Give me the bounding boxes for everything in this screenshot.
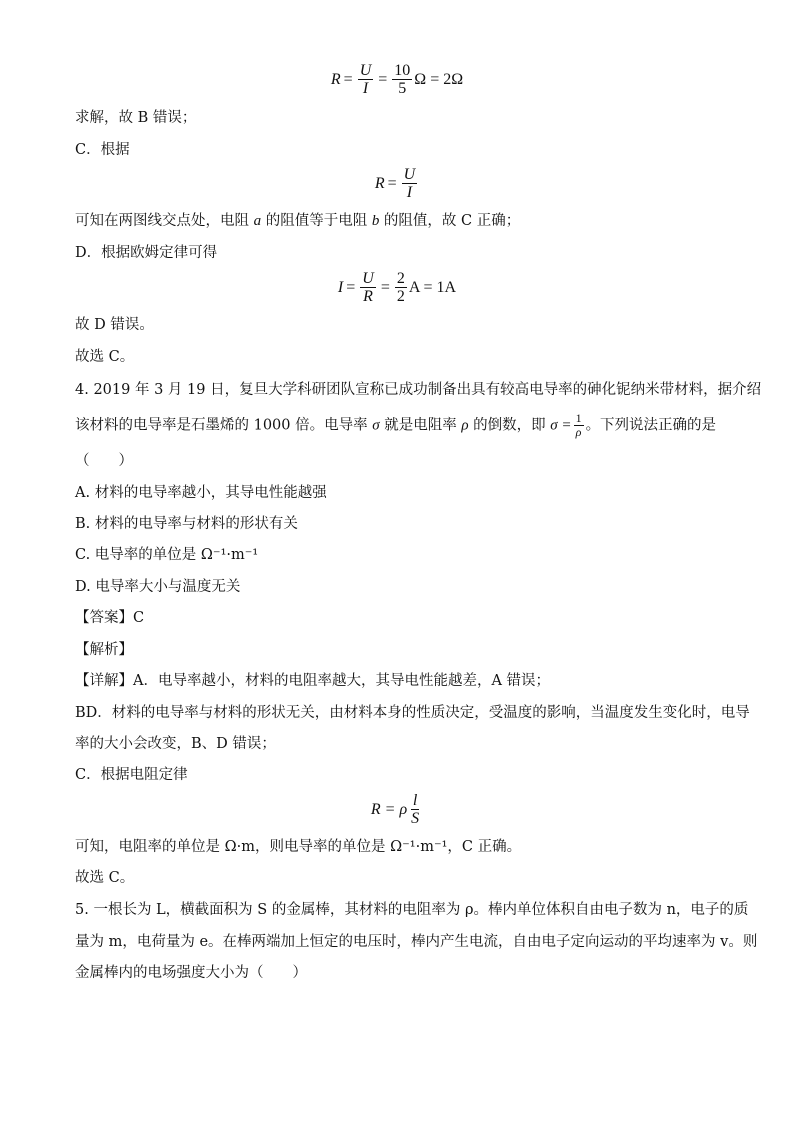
- detail-line: 率的大小会改变，B、D 错误；: [75, 736, 276, 752]
- fraction-numerator: U: [359, 62, 372, 79]
- option-c: C. 电导率的单位是 Ω⁻¹·m⁻¹: [75, 547, 259, 563]
- eq-tail: Ω = 2Ω: [414, 70, 464, 88]
- text-line: 故选 C。: [75, 349, 135, 365]
- question-4-paren: （ ）: [75, 453, 133, 469]
- fraction: [395, 270, 407, 305]
- text-segment: 该材料的电导率是石墨烯的 1000 倍。电导率: [75, 417, 373, 434]
- detail-line: 【详解】A．电导率越小，材料的电阻率越大，其导电性能越差，A 错误；: [75, 673, 551, 689]
- var-a: a: [253, 213, 262, 229]
- equation-current-calc: I = $\frac{U}{R}$ = $\frac{2}{2}$ A = 1A: [337, 270, 457, 305]
- detail-line: C．根据电阻定律: [75, 767, 188, 783]
- detail-line: 可知，电阻率的单位是 Ω·m，则电导率的单位是 Ω⁻¹·m⁻¹，C 正确。: [75, 839, 522, 855]
- equation-resistivity: [0, 792, 794, 827]
- option-d: D. 电导率大小与温度无关: [75, 579, 241, 595]
- fraction-denominator: 5: [398, 80, 407, 97]
- text-line: C．根据: [75, 142, 130, 158]
- detail-line: BD．材料的电导率与材料的形状无关，由材料本身的性质决定，受温度的影响，当温度发生变化时，电导: [75, 705, 750, 721]
- var-b: b: [371, 213, 380, 229]
- fraction-numerator: 2: [396, 270, 405, 287]
- fraction-denominator: R: [363, 288, 373, 305]
- text-segment: 的阻值，故 C 正确；: [379, 213, 521, 229]
- text-segment: 就是电阻率: [379, 417, 462, 434]
- text-line: D．根据欧姆定律可得: [75, 245, 218, 261]
- var-sigma-eq: σ =: [550, 417, 572, 434]
- eq-symbol: I: [337, 278, 344, 296]
- fraction-denominator: ρ: [575, 425, 582, 439]
- text-segment: 的倒数，即: [468, 417, 551, 434]
- question-4-line-1: 4. 2019 年 3 月 19 日，复旦大学科研团队宣称已成功制备出具有较高电导率的砷化铌纳米带材料，据介绍: [75, 382, 762, 398]
- option-a: A. 材料的电导率越小，其导电性能越强: [75, 485, 327, 501]
- question-5-line-2: 量为 m，电荷量为 e。在棒两端加上恒定的电压时，棒内产生电流，自由电子定向运动的平均速率为 v。则: [75, 934, 758, 950]
- answer-label: 【答案】C: [75, 610, 145, 626]
- fraction-numerator: U: [403, 166, 416, 183]
- text-line: 求解，故 B 错误；: [75, 110, 197, 126]
- var-sigma: σ: [372, 417, 380, 434]
- fraction-numerator: U: [362, 270, 374, 287]
- text-line: 故 D 错误。: [75, 317, 154, 333]
- equation-resistance-calc: R = $\frac{U}{I}$ = $\frac{10}{5}$ Ω = 2Ω: [330, 62, 464, 97]
- fraction: [409, 792, 421, 827]
- text-line: 故选 C。: [75, 870, 135, 886]
- var-rho: ρ: [461, 417, 469, 434]
- analysis-label: 【解析】: [75, 642, 133, 658]
- question-5-line-3: 金属棒内的电场强度大小为（ ）: [75, 965, 307, 981]
- text-segment: 的阻值等于电阻: [261, 213, 372, 229]
- fraction: [360, 270, 376, 305]
- fraction-numerator: 1: [575, 411, 582, 425]
- eq-symbol: R = ρ: [370, 800, 408, 818]
- fraction-denominator: I: [362, 80, 369, 97]
- question-4-line-2: [75, 412, 716, 439]
- fraction: [574, 412, 584, 439]
- fraction-numerator: l: [412, 792, 418, 809]
- fraction: [358, 62, 374, 97]
- eq-symbol: R: [374, 174, 385, 192]
- fraction-numerator: 10: [394, 62, 411, 79]
- eq-symbol: R: [330, 70, 341, 88]
- option-b: B. 材料的电导率与材料的形状有关: [75, 516, 298, 532]
- fraction: [392, 62, 412, 97]
- equation-ohm: R = $\frac{U}{I}$: [374, 166, 416, 201]
- fraction: [402, 166, 418, 201]
- fraction-denominator: S: [411, 810, 420, 827]
- fraction-denominator: I: [406, 184, 413, 201]
- question-5-line-1: 5. 一根长为 L，横截面积为 S 的金属棒，其材料的电阻率为 ρ。棒内单位体积自由电子数为 n，电子的质: [75, 902, 749, 918]
- text-segment: 。下列说法正确的是: [585, 417, 717, 434]
- text-segment: 可知在两图线交点处，电阻: [75, 213, 254, 229]
- fraction-denominator: 2: [396, 288, 405, 305]
- eq-tail: A = 1A: [408, 278, 457, 296]
- text-line: [75, 211, 520, 231]
